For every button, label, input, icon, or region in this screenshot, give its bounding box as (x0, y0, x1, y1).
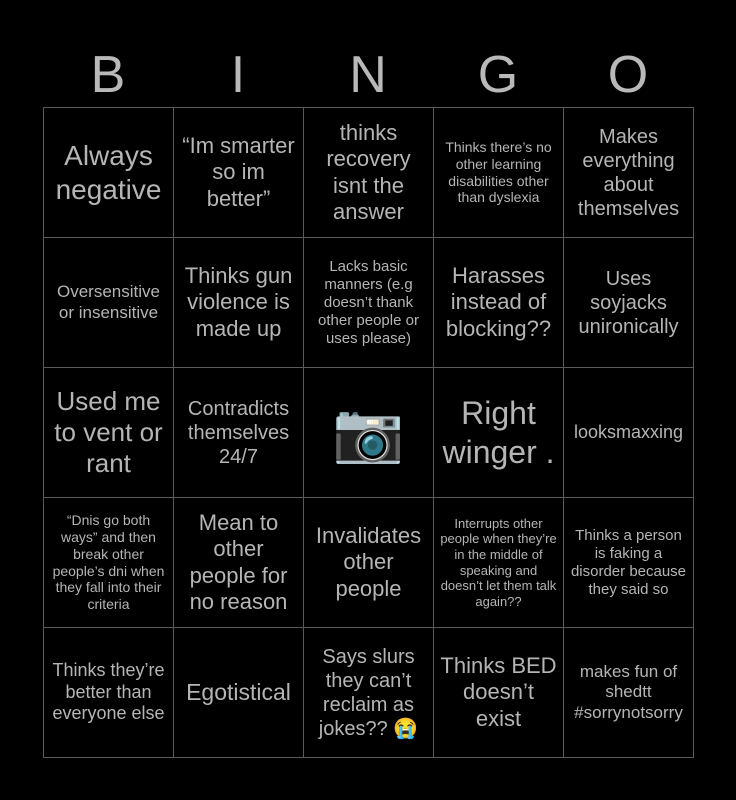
bingo-board (43, 107, 693, 757)
header-letter-n: N (349, 46, 387, 104)
bingo-cell[interactable]: Harasses instead of blocking?? (433, 237, 564, 368)
bingo-cell[interactable]: looksmaxxing (563, 367, 694, 498)
bingo-cell[interactable]: Oversensitive or insensitive (43, 237, 174, 368)
header-letter-o: O (607, 46, 649, 104)
bingo-cell[interactable]: Egotistical (173, 627, 304, 758)
bingo-cell[interactable]: Thinks there’s no other learning disabilities other than dyslexia (433, 107, 564, 238)
bingo-cell[interactable]: Invalidates other people (303, 497, 434, 628)
free-space-camera-icon[interactable]: 📷 (303, 367, 434, 498)
bingo-cell[interactable]: Contradicts themselves 24/7 (173, 367, 304, 498)
bingo-header (43, 44, 693, 106)
bingo-cell[interactable]: “Im smarter so im better” (173, 107, 304, 238)
header-letter-i: I (230, 46, 246, 104)
bingo-cell[interactable]: Thinks BED doesn’t exist (433, 627, 564, 758)
bingo-cell[interactable]: Mean to other people for no reason (173, 497, 304, 628)
bingo-cell[interactable]: Thinks gun violence is made up (173, 237, 304, 368)
header-letter-b: B (90, 46, 126, 104)
bingo-cell[interactable]: Always negative (43, 107, 174, 238)
header-letter-g: G (477, 46, 519, 104)
bingo-cell[interactable]: thinks recovery isnt the answer (303, 107, 434, 238)
bingo-cell[interactable]: Makes everything about themselves (563, 107, 694, 238)
bingo-cell[interactable]: Thinks they’re better than everyone else (43, 627, 174, 758)
bingo-cell[interactable]: Used me to vent or rant (43, 367, 174, 498)
bingo-cell[interactable]: “Dnis go both ways” and then break other people’s dni when they fall into their criteria (43, 497, 174, 628)
bingo-cell[interactable]: Uses soyjacks unironically (563, 237, 694, 368)
bingo-cell[interactable]: makes fun of shedtt #sorrynotsorry (563, 627, 694, 758)
bingo-cell[interactable]: Says slurs they can’t reclaim as jokes?? 😭 (303, 627, 434, 758)
bingo-cell[interactable]: Right winger . (433, 367, 564, 498)
bingo-cell[interactable]: Interrupts other people when they’re in the middle of speaking and doesn’t let them talk again?? (433, 497, 564, 628)
bingo-cell[interactable]: Lacks basic manners (e.g doesn’t thank other people or uses please) (303, 237, 434, 368)
bingo-cell[interactable]: Thinks a person is faking a disorder because they said so (563, 497, 694, 628)
